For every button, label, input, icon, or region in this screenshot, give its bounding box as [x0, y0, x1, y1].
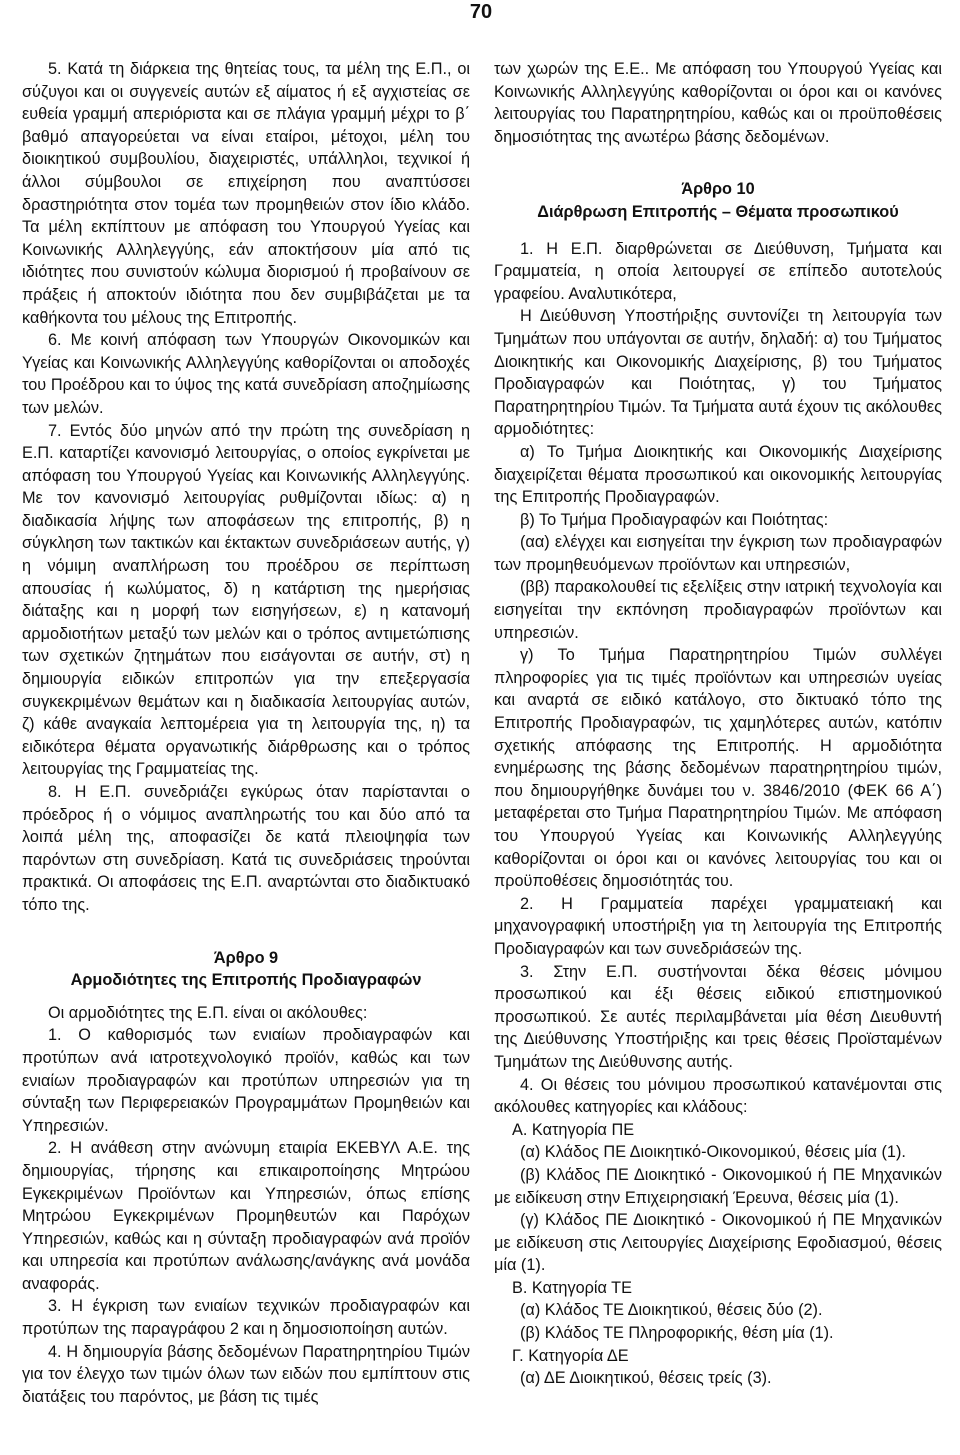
paragraph: α) Το Τμήμα Διοικητικής και Οικονομικής Διαχείρισης διαχειρίζεται θέματα προσωπικού και οικονομικής λειτουργίας της Επιτροπής Προδιαγραφών. [494, 442, 942, 507]
paragraph: γ) Το Τμήμα Παρατηρητηρίου Τιμών συλλέγει πληροφορίες για τις τιμές προϊόντων και υπηρεσιών υγείας και αναρτά σε ειδικό κατάλογο, στο δικτυακό τόπο της Επιτροπής Προδιαγραφών, τις χαμηλότερες αυτών, κατόπιν σχετικής απόφασης της Επιτροπής. Η αρμοδιότητα ενημέρωσης της βάσης δεδομένων παρατηρητηρίου τιμών, που δημιουργήθηκε δυνάμει του ν. 3846/2010 (ΦΕΚ 66 Α΄) μεταφέρεται στο Τμήμα Παρατηρητηρίου Τιμών. Με απόφαση του Υπουργού Υγείας και Κοινωνικής Αλληλεγγύης καθορίζονται οι όροι και οι κανόνες λειτουργίας του και οι προϋποθέσεις δημοσιότητάς του. [494, 646, 942, 891]
article-9-subtitle: Αρμοδιότητες της Επιτροπής Προδιαγραφών [70, 971, 422, 990]
article-9-intro: Οι αρμοδιότητες της Ε.Π. είναι οι ακόλουθες: [48, 1003, 368, 1022]
paragraph: (β) Κλάδος ΠΕ Διοικητικό - Οικονομικού ή ΠΕ Μηχανικών με ειδίκευση στην Επιχειρησιακή Έρευνα, θέσεις μία (1). [494, 1165, 942, 1207]
right-paragraphs-a [494, 58, 942, 148]
paragraph: 1. Η Ε.Π. διαρθρώνεται σε Διεύθυνση, Τμήματα και Γραμματεία, η οποία λειτουργεί σε επίπεδο αυτοτελούς γραφείου. Αναλυτικότερα, [494, 239, 942, 303]
paragraph: β) Το Τμήμα Προδιαγραφών και Ποιότητας: [520, 510, 829, 529]
paragraph: Α. Κατηγορία ΠΕ [512, 1120, 635, 1139]
paragraph: (β) Κλάδος ΤΕ Πληροφορικής, θέση μία (1). [520, 1324, 834, 1343]
left-paragraphs-a [22, 58, 470, 917]
article-10-subtitle: Διάρθρωση Επιτροπής – Θέματα προσωπικού [537, 202, 899, 221]
paragraph: 3. Στην Ε.Π. συστήνονται δέκα θέσεις μόνιμου προσωπικού και έξι θέσεις ειδικού επιστημονικού προσωπικού. Σε αυτές περιλαμβάνεται μία θέση Διευθυντή της Διεύθυνσης Υποστήριξης και τρεις θέσεις Προϊσταμένων Τμημάτων της Διεύθυνσης αυτής. [494, 962, 942, 1071]
paragraph: 5. Κατά τη διάρκεια της θητείας τους, τα μέλη της Ε.Π., οι σύζυγοι και οι συγγενείς αυτών εξ αίματος ή εξ αγχιστείας σε ευθεία γραμμή απεριόριστα και σε πλάγια γραμμή μέχρι το β΄ βαθμό απαγορεύεται να είναι εταίροι, μέτοχοι, μέλη του διοικητικού συμβουλίου, διαχειριστές, υπάλληλοι, τεχνικοί ή άλλοι σύμβουλοι σε επιχείρηση που αναπτύσσει δραστηριότητα στον τομέα των προμηθειών στον ίδιο κλάδο. Τα μέλη εκπίπτουν με απόφαση του Υπουργού Υγείας και Κοινωνικής Αλληλεγγύης, εάν αποκτήσουν μία από τις ιδιότητες που συνιστούν κώλυμα διορισμού ή προβαίνουν σε πράξεις ή αποκτούν ιδιότητα που δεν συμβιβάζεται με τα καθήκοντα του μέλους της Επιτροπής. [22, 60, 470, 327]
left-paragraphs-b [22, 1024, 470, 1408]
paragraph: (α) Κλάδος ΠΕ Διοικητικό-Οικονομικού, θέσεις μία (1). [520, 1143, 906, 1162]
article-9-title: Άρθρο 9 [213, 948, 279, 967]
paragraph: των χωρών της Ε.Ε.. Με απόφαση του Υπουργού Υγείας και Κοινωνικής Αλληλεγγύης καθορίζονται οι όροι και οι κανόνες λειτουργίας του Παρατηρητηρίου, καθώς και οι προϋποθέσεις δημοσιότητας της ανωτέρω βάσης δεδομένων. [494, 60, 942, 146]
paragraph: 2. Η Γραμματεία παρέχει γραμματειακή και μηχανογραφική υποστήριξη για τη λειτουργία της Επιτροπής Προδιαγραφών και των συνεδριάσεών της. [494, 894, 942, 958]
paragraph: (αα) ελέγχει και εισηγείται την έγκριση των προδιαγραφών των προμηθευόμενων προϊόντων και υπηρεσιών, [494, 533, 942, 574]
right-paragraphs-b [494, 238, 942, 1390]
paragraph: 2. Η ανάθεση στην ανώνυμη εταιρία ΕΚΕΒΥΛ Α.Ε. της δημιουργίας, τήρησης και επικαιροποίησης Μητρώου Εγκεκριμένων Προϊόντων και Υπηρεσιών, όπως επίσης Μητρώου Εγκεκριμένων Προμηθευτών και Παρόχων Υπηρεσιών, καθώς και η σύνταξη προδιαγραφών ανά προϊόν και υπηρεσία και προτύπων ανάλωσης/ανάγκης ανά μονάδα αναφοράς. [22, 1139, 470, 1293]
paragraph: 4. Η δημιουργία βάσης δεδομένων Παρατηρητηρίου Τιμών για τον έλεγχο των τιμών όλων των ειδών που εμπίπτουν στις διατάξεις του παρόντος, με βάση τις τιμές [22, 1342, 470, 1406]
paragraph: 7. Εντός δύο μηνών από την πρώτη της συνεδρίαση η Ε.Π. καταρτίζει κανονισμό λειτουργίας, ο οποίος εγκρίνεται με απόφαση του Υπουργού Υγείας και Κοινωνικής Αλληλεγγύης. Με τον κανονισμό λειτουργίας ρυθμίζονται ιδίως: α) η διαδικασία λήψης των αποφάσεων της επιτροπής, β) η σύγκληση των τακτικών και έκτακτων συνεδριάσεων αυτής, γ) η νόμιμη αναπλήρωση του προέδρου σε περίπτωση απουσίας ή κωλύματος, δ) η κατάρτιση της ημερήσιας διάταξης και η μορφή των εισηγήσεων, ε) η κατανομή αρμοδιοτήτων μεταξύ των μελών και ο τρόπος αντιμετώπισης των σχετικών ζητημάτων που εισάγονται σε αυτήν, στ) η δημιουργία ειδικών επιτροπών για την επεξεργασία συγκεκριμένων θεμάτων και η διαδικασία λειτουργίας αυτών, ζ) κάθε αναγκαία λεπτομέρεια για τη λειτουργία της, η) τα ειδικότερα θέματα οργανωτικής διάρθρωσης και ο τρόπος λειτουργίας της Γραμματείας της. [22, 421, 470, 779]
article-10-title: Άρθρο 10 [681, 180, 755, 199]
paragraph: (ββ) παρακολουθεί τις εξελίξεις στην ιατρική τεχνολογία και εισηγείται την εκπόνηση προδιαγραφών προϊόντων και υπηρεσιών. [494, 578, 942, 642]
paragraph: Η Διεύθυνση Υποστήριξης συντονίζει τη λειτουργία των Τμημάτων που υπάγονται σε αυτήν, δηλαδή: α) του Τμήματος Διοικητικής και Οικονομικής Διαχείρισης, β) του Τμήματος Προδιαγραφών και Ποιότητας, γ) του Τμήματος Παρατηρητηρίου Τιμών. Τα Τμήματα αυτά έχουν τις ακόλουθες αρμοδιότητες: [494, 307, 942, 439]
paragraph: 6. Με κοινή απόφαση των Υπουργών Οικονομικών και Υγείας και Κοινωνικής Αλληλεγγύης καθορίζονται οι αποδοχές του Προέδρου και το ύψος της κατά συνεδρίαση αποζημίωσης των μελών. [22, 331, 470, 417]
paragraph: Β. Κατηγορία ΤΕ [512, 1278, 632, 1297]
page-number: 70 [469, 1, 493, 23]
paragraph: (α) Κλάδος ΤΕ Διοικητικού, θέσεις δύο (2). [520, 1301, 823, 1320]
paragraph: 3. Η έγκριση των ενιαίων τεχνικών προδιαγραφών και προτύπων της παραγράφου 2 και η δημοσιοποίηση αυτών. [22, 1297, 470, 1339]
left-column [22, 58, 470, 1408]
paragraph: (γ) Κλάδος ΠΕ Διοικητικό - Οικονομικού ή ΠΕ Μηχανικών με ειδίκευση στις Λειτουργίες Διαχείρισης Εφοδιασμού, θέσεις μία (1). [494, 1211, 942, 1275]
paragraph: 1. Ο καθορισμός των ενιαίων προδιαγραφών και προτύπων ανά ιατροτεχνολογικό προϊόν, καθώς και των ενιαίων προδιαγραφών και προτύπων υπηρεσιών για τη σύνταξη των Περιφερειακών Προγραμμάτων Προμηθειών και Υπηρεσιών. [22, 1026, 470, 1135]
paragraph: 8. Η Ε.Π. συνεδριάζει εγκύρως όταν παρίστανται ο πρόεδρος ή ο νόμιμος αναπληρωτής του και δύο από τα λοιπά μέλη της, αποφασίζει δε κατά πλειοψηφία των παρόντων στη συνεδρίαση. Κατά τις συνεδριάσεις τηρούνται πρακτικά. Οι αποφάσεις της Ε.Π. αναρτώνται στο διαδικτυακό τόπο της. [22, 783, 470, 914]
paragraph: Γ. Κατηγορία ΔΕ [512, 1346, 629, 1365]
paragraph: 4. Οι θέσεις του μόνιμου προσωπικού κατανέμονται στις ακόλουθες κατηγορίες και κλάδους: [494, 1075, 942, 1117]
right-column [494, 58, 942, 1390]
paragraph: (α) ΔΕ Διοικητικού, θέσεις τρείς (3). [520, 1369, 772, 1388]
